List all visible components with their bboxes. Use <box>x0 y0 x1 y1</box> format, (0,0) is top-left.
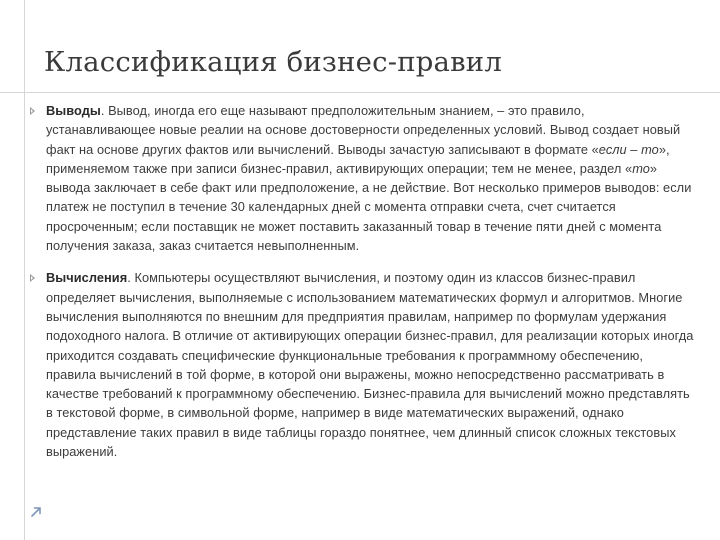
bullet-text <box>46 268 694 461</box>
title-horizontal-rule <box>0 92 720 93</box>
bullet-body-italic: если – то <box>598 141 659 157</box>
bullet-body-part: » вывода заключает в себе факт или предположение, а не действие. Вот несколько примеров выводов: если платеж не поступил в течение 30 календарных дней с момента отправки счета, счет считается просроченным; если поставщик не может поставить заказанный товар в течение пяти дней с момента получения заказа, заказ считается невыполненным. <box>46 160 692 254</box>
triangle-bullet-icon <box>30 107 35 115</box>
slide-title: Классификация бизнес-правил <box>44 46 503 78</box>
bullet-body-italic: то <box>632 160 650 176</box>
bullet-body-part: . Вывод, иногда его еще называют предположительным знанием, – это правило, устанавливающее новые реалии на основе достоверности определенных условий. Вывод создает новый факт на основе других фактов или вычислений. Выводы зачастую записывают в формате « <box>46 103 681 157</box>
bullet-list <box>30 101 694 474</box>
bullet-body-part: », применяемом также при записи бизнес-правил, активирующих операции; тем не менее, раздел « <box>46 141 670 176</box>
bullet-term: Выводы <box>46 103 101 118</box>
bullet-item-calculations <box>30 268 694 461</box>
bullet-text <box>46 101 694 255</box>
left-vertical-rule <box>24 0 25 540</box>
bullet-body-part: . Компьютеры осуществляют вычисления, и поэтому один из классов бизнес-правил определяет вычисления, выполняемые с использованием математических формул и алгоритмов. Многие вычисления выполняются по внешним для предприятия правилам, например по формулам удержания подоходного налога. В отличие от активирующих операции бизнес-правил, для реализации которых иногда приходится создавать специфические функциональные требования к программному обеспечению, правила вычислений в той форме, в которой они выражены, можно непосредственно рассматривать в качестве требований к программному обеспечению. Бизнес-правила для вычислений можно представлять в текстовой форме, в символьной форме, например в виде математических выражений, однако представление таких правил в виде таблицы гораздо понятнее, чем длинный список сложных текстовых выражений. <box>46 270 694 460</box>
bullet-term: Вычисления <box>46 270 128 286</box>
next-slide-arrow-icon[interactable] <box>30 505 43 518</box>
bullet-item-conclusions <box>30 101 694 255</box>
triangle-bullet-icon <box>30 274 35 282</box>
